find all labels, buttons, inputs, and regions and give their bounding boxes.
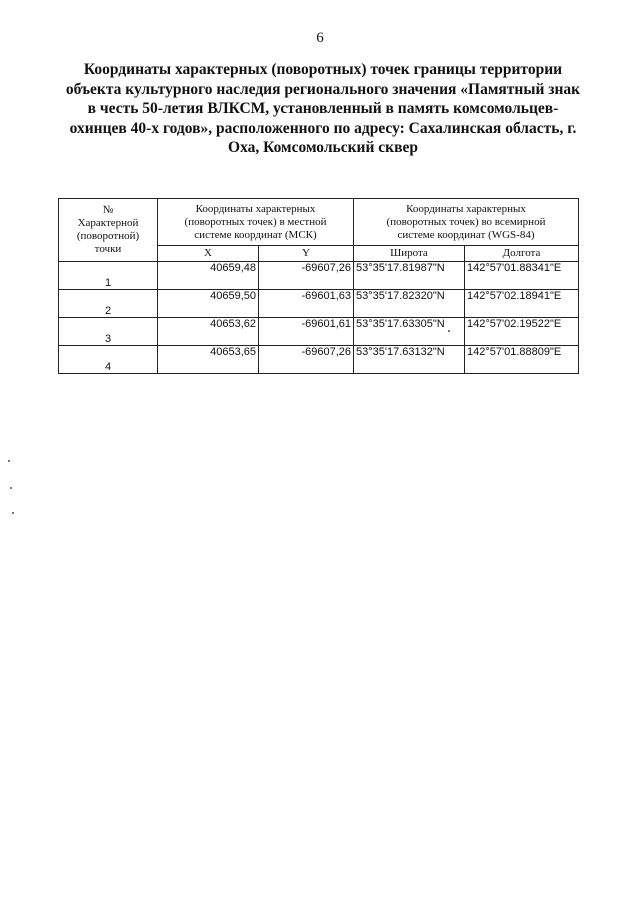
y-cell: -69601,61 — [259, 318, 354, 346]
x-cell: 40653,65 — [158, 346, 259, 374]
longitude-cell: 142°57'02.19522"E — [465, 318, 579, 346]
title-line: охинцев 40-х годов», расположенного по адресу: Сахалинская область, г. — [69, 119, 577, 137]
table-row — [59, 262, 579, 290]
title-line: в честь 50-летия ВЛКСМ, установленный в память комсомольцев- — [87, 100, 559, 117]
wgs-group-header — [354, 199, 579, 246]
longitude-cell: 142°57'02.18941"E — [465, 290, 579, 318]
x-header: X — [158, 246, 259, 262]
title-line: объекта культурного наследия регионального значения «Памятный знак — [65, 80, 581, 98]
title-line: Оха, Комсомольский сквер — [228, 139, 418, 156]
table-row — [59, 346, 579, 374]
point-number-cell: 1 — [59, 262, 158, 290]
y-cell: -69607,26 — [259, 346, 354, 374]
y-cell: -69607,26 — [259, 262, 354, 290]
longitude-cell: 142°57'01.88809"E — [465, 346, 579, 374]
table-row — [59, 290, 579, 318]
latitude-cell: 53°35'17.63132"N — [354, 346, 465, 374]
title-line: Координаты характерных (поворотных) точек границы территории — [83, 61, 563, 78]
y-header: Y — [259, 246, 354, 262]
scan-speck — [10, 487, 12, 489]
x-cell: 40659,48 — [158, 262, 259, 290]
coordinates-table — [58, 198, 579, 374]
point-number-header — [59, 199, 158, 262]
point-number-cell: 4 — [59, 346, 158, 374]
latitude-cell: 53°35'17.82320"N — [354, 290, 465, 318]
x-cell: 40653,62 — [158, 318, 259, 346]
header-line: Характерной — [77, 217, 139, 229]
latitude-cell: 53°35'17.81987"N — [354, 262, 465, 290]
scan-speck — [12, 512, 14, 514]
header-line: системе координат (WGS-84) — [397, 228, 535, 241]
page-number: 6 — [316, 30, 324, 46]
header-line: системе координат (МСК) — [194, 228, 317, 241]
x-cell: 40659,50 — [158, 290, 259, 318]
latitude-cell: 53°35'17.63305"N — [354, 318, 465, 346]
longitude-cell: 142°57'01.88341"E — [465, 262, 579, 290]
y-cell: -69601,63 — [259, 290, 354, 318]
point-number-cell: 2 — [59, 290, 158, 318]
header-line: Координаты характерных — [195, 202, 316, 215]
document-title — [58, 60, 588, 158]
latitude-header: Широта — [354, 246, 465, 262]
msk-group-header — [158, 199, 354, 246]
scan-speck — [448, 330, 450, 332]
header-line: (поворотных точек) в местной — [184, 215, 327, 228]
scan-speck — [8, 460, 10, 462]
header-line: (поворотной) — [76, 230, 140, 242]
header-line: № — [102, 204, 114, 216]
header-line: (поворотных точек) во всемирной — [386, 215, 546, 228]
table-row — [59, 318, 579, 346]
header-line: точки — [94, 243, 122, 255]
header-line: Координаты характерных — [406, 202, 526, 215]
point-number-cell: 3 — [59, 318, 158, 346]
longitude-header: Долгота — [465, 246, 579, 262]
